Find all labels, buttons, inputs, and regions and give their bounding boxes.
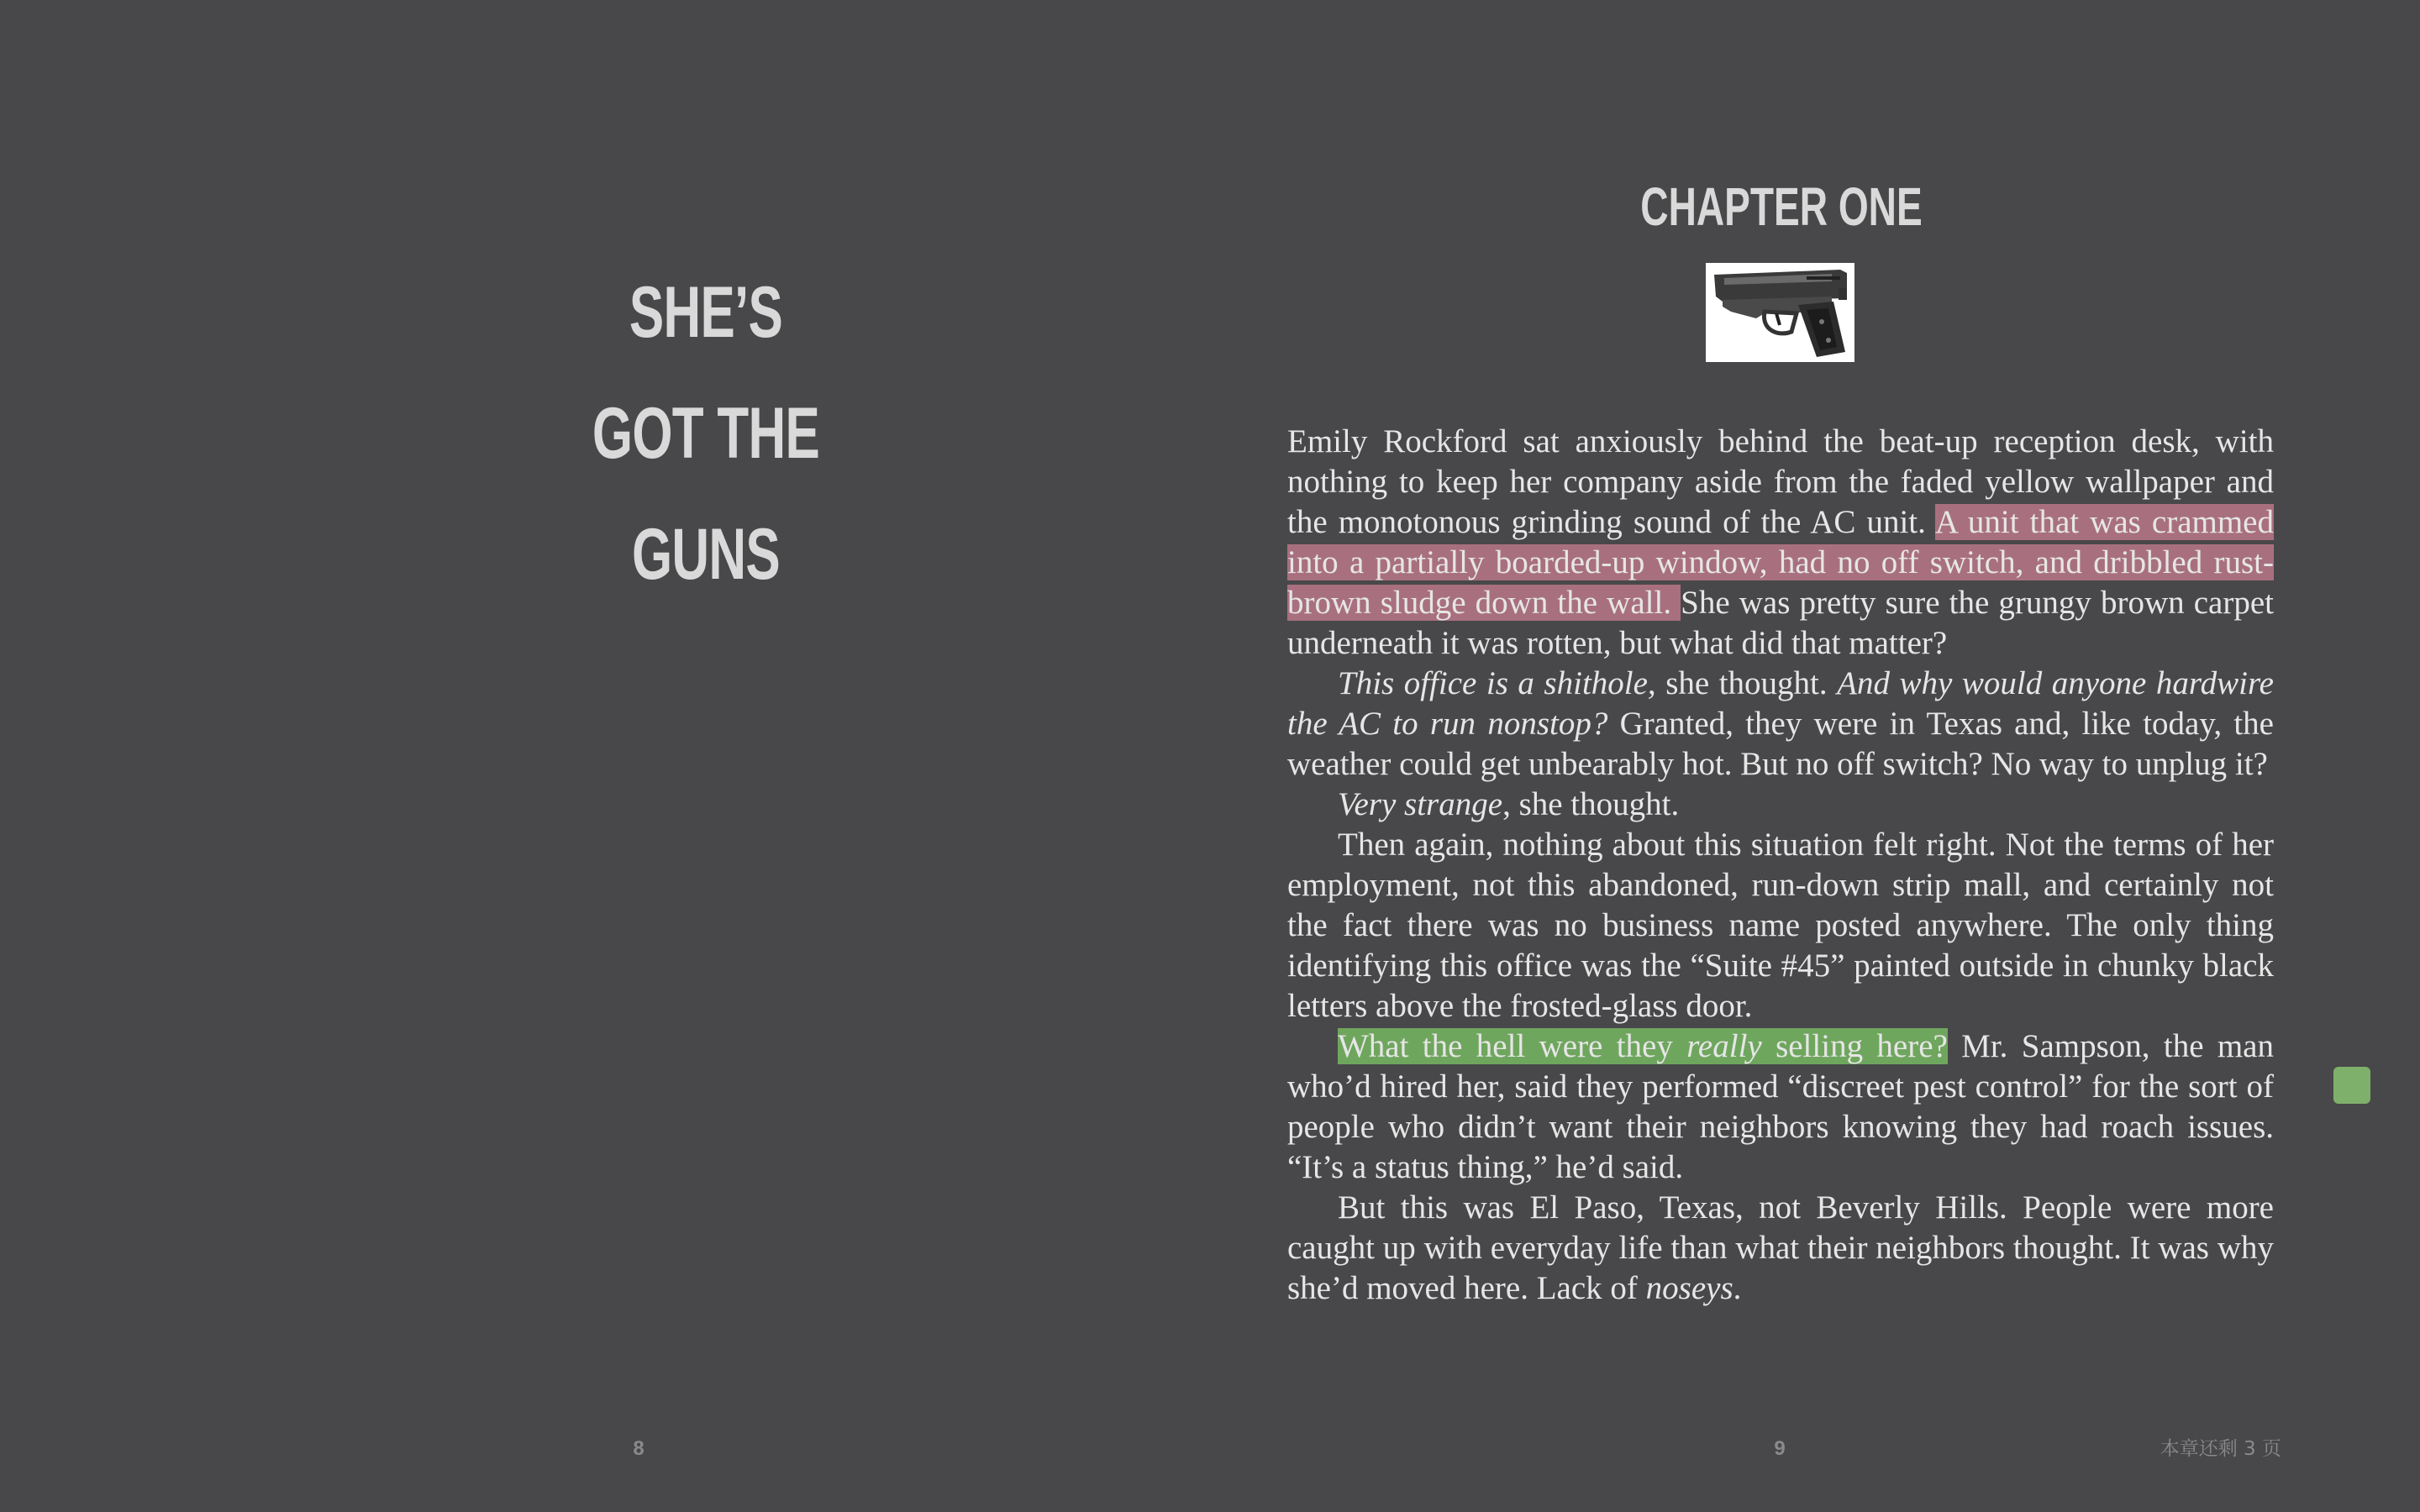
left-page-number: 8 <box>633 1437 644 1460</box>
chapter-body-text <box>1287 422 2274 1309</box>
green-highlight[interactable]: What the hell were they really selling here? <box>1338 1028 1948 1064</box>
note-marker-icon[interactable] <box>2333 1067 2370 1104</box>
right-page-number: 9 <box>1774 1437 1786 1460</box>
paragraph: Then again, nothing about this situation felt right. Not the terms of her employment, not this abandoned, run-down strip mall, and certainly not the fact there was no business name posted anywhere. The only thing identifying this office was the “Suite #45” painted outside in chunky black letters above the frosted-glass door. <box>1287 827 2274 1024</box>
book-title-line: SHE’S <box>629 272 783 353</box>
paragraph: But this was El Paso, Texas, not Beverly Hills. People were more caught up with everyday life than what their neighbors thought. It was why she’d moved here. Lack of noseys. <box>1287 1189 2274 1306</box>
paragraph: This office is a shithole, she thought. And why would anyone hardwire the AC to run nonstop? Granted, they were in Texas and, like today, the weather could get unbearably hot. But no off switch? No way to unplug it? <box>1287 665 2274 782</box>
chapter-pages-remaining: 本章还剩 3 页 <box>2160 1438 2281 1460</box>
pink-highlight[interactable]: A unit that was crammed into a partially boarded-up window, had no off switch, and dribbled rust-brown sludge down the wall. <box>1287 504 2274 621</box>
chapter-title: CHAPTER ONE <box>1640 176 1923 237</box>
paragraph: Very strange, she thought. <box>1338 786 1680 822</box>
paragraph: What the hell were they really selling here? Mr. Sampson, the man who’d hired her, said they performed “discreet pest control” for the sort of people who didn’t want their neighbors knowing they had roach issues. “It’s a status thing,” he’d said. <box>1287 1028 2274 1185</box>
book-title-line: GUNS <box>631 514 781 595</box>
book-title-line: GOT THE <box>592 393 820 474</box>
book-title <box>536 252 875 615</box>
pistol-icon <box>1706 263 1854 362</box>
paragraph: Emily Rockford sat anxiously behind the beat-up reception desk, with nothing to keep her company aside from the faded yellow wallpaper and the monotonous grinding sound of the AC unit. A unit that was crammed into a partially boarded-up window, had no off switch, and dribbled rust-brown sludge down the wall. She was pretty sure the grungy brown carpet underneath it was rotten, but what did that matter? <box>1287 423 2274 661</box>
